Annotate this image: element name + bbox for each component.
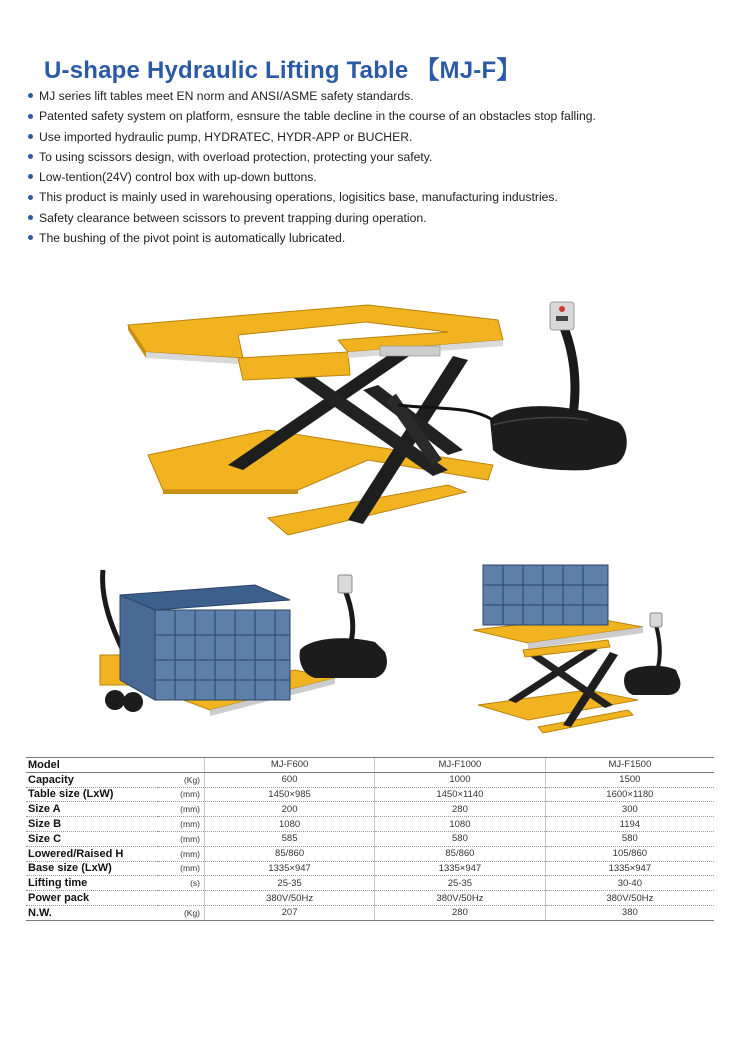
feature-item: MJ series lift tables meet EN norm and ANSI/ASME safety standards. [28,86,596,106]
product-photo-raised-cage [468,555,693,735]
bullet-dot-icon [28,134,33,139]
row-value: 600 [205,772,375,787]
row-value: 280 [375,802,546,817]
row-value: 1600×1180 [545,787,714,802]
row-value: 1335×947 [375,861,546,876]
row-value: 380V/50Hz [205,891,375,906]
row-value: 207 [205,905,375,920]
feature-item: This product is mainly used in warehousing operations, logisitics base, manufacturing industries. [28,187,596,207]
row-value: 1080 [375,817,546,832]
row-value: 1500 [545,772,714,787]
row-label: Size B [26,817,158,832]
table-row [26,831,714,846]
header-unit [158,758,205,773]
bullet-dot-icon [28,154,33,159]
table-row [26,787,714,802]
product-photo-main [118,280,638,555]
row-value: 280 [375,905,546,920]
table-row [26,905,714,920]
row-unit: (mm) [158,861,205,876]
row-label: Capacity [26,772,158,787]
header-model: MJ-F1500 [545,758,714,773]
feature-item: Use imported hydraulic pump, HYDRATEC, HYDR-APP or BUCHER. [28,127,596,147]
feature-list [28,86,596,248]
row-value: 1450×985 [205,787,375,802]
row-value: 85/860 [375,846,546,861]
row-value: 1335×947 [545,861,714,876]
feature-item: Low-tention(24V) control box with up-down buttons. [28,167,596,187]
row-unit [158,891,205,906]
bullet-dot-icon [28,215,33,220]
row-value: 1080 [205,817,375,832]
row-unit: (mm) [158,787,205,802]
table-row [26,802,714,817]
row-value: 1450×1140 [375,787,546,802]
table-row [26,846,714,861]
row-label: Power pack [26,891,158,906]
row-unit: (mm) [158,831,205,846]
header-label: Model [26,758,158,773]
row-label: Table size (LxW) [26,787,158,802]
table-row [26,876,714,891]
row-unit: (Kg) [158,905,205,920]
feature-item: Patented safety system on platform, esnsure the table decline in the course of an obstacles stop falling. [28,106,596,126]
row-label: N.W. [26,905,158,920]
table-row [26,891,714,906]
row-label: Lowered/Raised H [26,846,158,861]
row-unit: (s) [158,876,205,891]
row-value: 85/860 [205,846,375,861]
row-label: Size A [26,802,158,817]
spec-table [26,757,714,921]
row-value: 30-40 [545,876,714,891]
bullet-dot-icon [28,235,33,240]
header-model: MJ-F1000 [375,758,546,773]
row-value: 1335×947 [205,861,375,876]
row-unit: (mm) [158,817,205,832]
row-value: 200 [205,802,375,817]
row-label: Size C [26,831,158,846]
row-value: 585 [205,831,375,846]
table-row [26,817,714,832]
row-value: 25-35 [375,876,546,891]
feature-item: Safety clearance between scissors to prevent trapping during operation. [28,208,596,228]
row-unit: (mm) [158,846,205,861]
bullet-dot-icon [28,114,33,119]
row-value: 105/860 [545,846,714,861]
bullet-dot-icon [28,195,33,200]
row-value: 1000 [375,772,546,787]
bullet-dot-icon [28,93,33,98]
table-header-row [26,758,714,773]
row-value: 380V/50Hz [545,891,714,906]
page-title: U-shape Hydraulic Lifting Table 【MJ-F】 [44,57,521,84]
header-model: MJ-F600 [205,758,375,773]
row-label: Base size (LxW) [26,861,158,876]
row-unit: (mm) [158,802,205,817]
row-value: 380V/50Hz [375,891,546,906]
row-value: 1194 [545,817,714,832]
row-label: Lifting time [26,876,158,891]
feature-item: To using scissors design, with overload protection, protecting your safety. [28,147,596,167]
feature-item: The bushing of the pivot point is automatically lubricated. [28,228,596,248]
row-value: 580 [375,831,546,846]
row-value: 580 [545,831,714,846]
table-row [26,772,714,787]
row-value: 380 [545,905,714,920]
bullet-dot-icon [28,174,33,179]
row-value: 300 [545,802,714,817]
row-value: 25-35 [205,876,375,891]
table-row [26,861,714,876]
row-unit: (Kg) [158,772,205,787]
product-photo-pallet-truck [95,560,395,740]
